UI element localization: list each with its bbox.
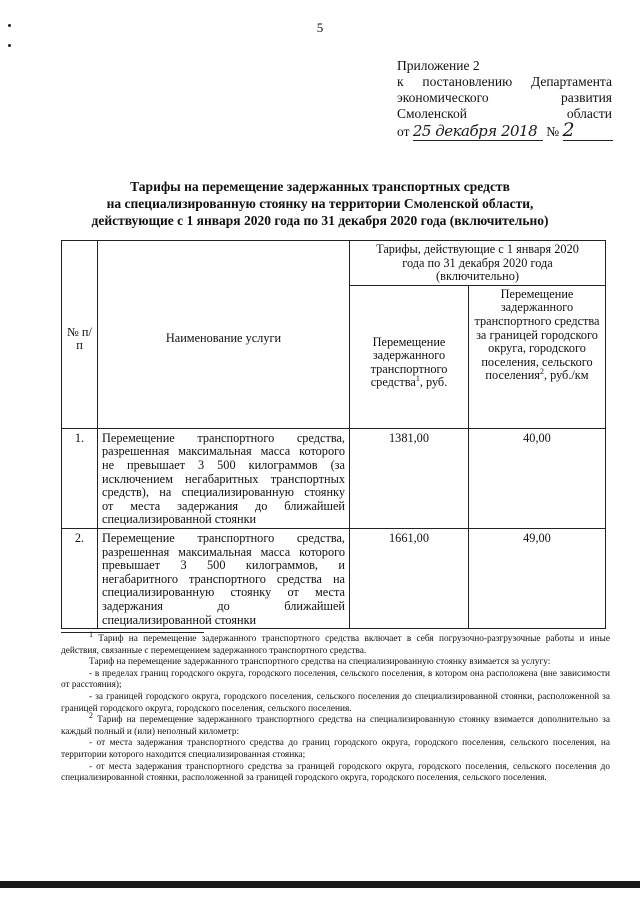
row-price: 1661,00 [350,528,469,628]
appendix-title: Приложение 2 [397,58,480,73]
header-price-per-km: Перемещение задержанного транспортного средства за границей городского округа, городского поселения, сельского поселения$^2$, руб./км [469,285,606,428]
row-service: Перемещение транспортного средства, разрешенная максимальная масса которого превышает 3 500 килограммов, и негабаритного транспортного средства на специализированную стоянку от места задержания до ближайшей специализированной стоянки [98,528,350,628]
row-price-per-km: 49,00 [469,528,606,628]
page-number: 5 [316,20,324,35]
footnote-paragraph: - от места задержания транспортного средства до границ городского округа, городского поселения, сельского поселения, на территории которого находится специализированная стоянка; [61,738,610,760]
number-field [562,119,613,141]
footnote-2: $^2$ Тариф на перемещение задержанного транспортного средства на специализированную стоянку взимается дополнительно за каждый полный и (или) неполный километр: [61,711,610,737]
appendix-date-line [397,119,612,141]
footnote-1: $^1$ Тариф на перемещение задержанного транспортного средства включает в себя погрузочно-разгрузочные работы и иные действия, связанные с перемещением задержанного транспортного средства. [61,629,610,656]
appendix-line: Смоленской области [397,106,612,121]
margin-mark [8,44,11,47]
footnote-paragraph: - в пределах границ городского округа, городского поселения, сельского поселения, в котором она расположена (вне зависимости от расстояния); [61,668,610,691]
table-row [62,428,606,528]
scan-edge-bar [0,881,640,888]
title-line: действующие с 1 января 2020 года по 31 декабря 2020 года (включительно) [91,213,549,228]
footnote-paragraph: - за границей городского округа, городского поселения, сельского поселения до специализированной стоянки, расположенной за границей городского округа, городского поселения, сельского поселения. [61,691,610,714]
row-service: Перемещение транспортного средства, разрешенная максимальная масса которого не превышает 3 500 килограммов (за исключением негабаритных транспортных средств), на специализированную стоянку от места задержания до ближайшей специализированной стоянки [98,428,350,528]
title-line: на специализированную стоянку на территории Смоленской области, [106,196,534,211]
footnote-rule [61,632,204,633]
footnotes [61,629,610,785]
margin-mark [8,24,11,27]
row-number: 1. [62,428,98,528]
table-header-row [62,241,606,286]
tariff-table [61,240,606,629]
row-price: 1381,00 [350,428,469,528]
title-line: Тарифы на перемещение задержанных транспортных средств [130,179,510,194]
footnote-paragraph: Тариф на перемещение задержанного транспортного средства на специализированную стоянку взимается за услугу: [89,657,551,668]
header-service: Наименование услуги [98,241,350,429]
number-label: № [546,124,560,139]
footnote-paragraph: - от места задержания транспортного средства за границей городского округа, городского поселения, сельского поселения до специализированной стоянки, расположенной за границей городского округа, городского поселения, сельского поселения. [61,761,610,784]
table-row [62,528,606,628]
row-price-per-km: 40,00 [469,428,606,528]
document-title [40,178,600,229]
row-number: 2. [62,528,98,628]
appendix-line: к постановлению Департамента [397,74,612,89]
handwritten-number: 2 [562,119,575,141]
header-num: № п/п [62,241,98,429]
appendix-header [397,58,612,141]
header-price: Перемещение задержанного транспортного средства$^1$, руб. [350,285,469,428]
header-tariffs: Тарифы, действующие с 1 января 2020 года по 31 декабря 2020 года (включительно) [350,241,606,286]
from-label: от [397,124,410,139]
date-field [413,123,543,141]
appendix-line: экономического развития [397,90,612,105]
handwritten-date: 25 декабря 2018 [412,122,538,140]
